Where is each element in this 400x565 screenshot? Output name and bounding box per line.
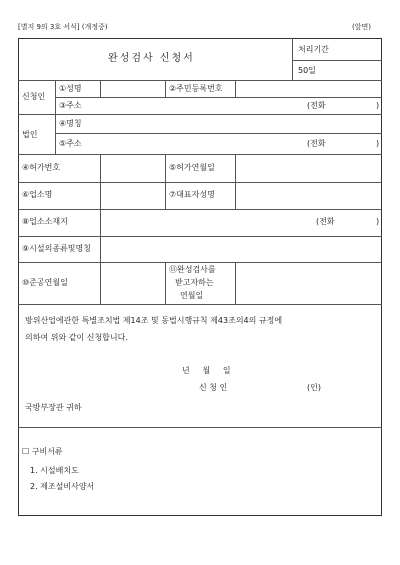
divider (18, 154, 382, 155)
side-label: (앞면) (352, 23, 371, 31)
seal-label: (인) (307, 383, 321, 392)
inspect-date-label-line3: 연월일 (180, 291, 204, 300)
applicant-name-label: ①성명 (59, 84, 82, 93)
facility-label: ⑨시설의종류및명칭 (22, 244, 91, 253)
divider (18, 236, 382, 237)
divider (165, 154, 166, 209)
inspect-date-label-line2: 받고자하는 (175, 278, 214, 287)
processing-label: 처리기간 (298, 45, 329, 54)
corporation-name-label: ④명칭 (59, 119, 82, 128)
document-item: 1. 시설배치도 (30, 466, 79, 475)
divider (18, 209, 382, 210)
form-id: [별지 9의 3호 서식] (개정중) (18, 23, 108, 31)
applicant-label: 신청인 (22, 92, 46, 101)
signer-label: 신 청 인 (199, 383, 228, 392)
divider (100, 80, 101, 97)
divider (292, 60, 382, 61)
divider (55, 133, 382, 134)
divider (100, 154, 101, 304)
applicant-phone-label: (전화 (307, 101, 326, 110)
location-phone-label: (전화 (316, 217, 335, 226)
documents-header: ☐ 구비서류 (22, 447, 63, 456)
divider (235, 154, 236, 209)
statement-line-2: 의하여 위와 같이 신청합니다. (25, 333, 128, 342)
representative-label: ⑦대표자성명 (169, 190, 215, 199)
corporation-close-paren: ) (376, 139, 380, 148)
divider (235, 262, 236, 304)
permit-date-label: ⑤허가연월일 (169, 163, 215, 172)
divider (18, 427, 382, 428)
divider (165, 80, 166, 97)
date-line: 년 월 일 (182, 366, 231, 375)
processing-value: 50일 (298, 66, 316, 75)
applicant-address-label: ③주소 (59, 101, 82, 110)
applicant-close-paren: ) (376, 101, 380, 110)
addressee: 국방부장관 귀하 (25, 403, 82, 412)
divider (18, 262, 382, 263)
divider (235, 80, 236, 97)
divider (18, 304, 382, 305)
divider (18, 80, 382, 81)
divider (18, 114, 382, 115)
location-close-paren: ) (376, 217, 380, 226)
divider (292, 38, 293, 80)
divider (55, 97, 382, 98)
applicant-reg-no-label: ②주민등록번호 (169, 84, 223, 93)
divider (18, 182, 382, 183)
inspect-date-label-line1: ⑪완성검사를 (169, 265, 216, 274)
corporation-label: 법인 (22, 130, 38, 139)
business-location-label: ⑧업소소재지 (22, 217, 68, 226)
corporation-address-label: ⑤주소 (59, 139, 82, 148)
form-title: 완성검사 신청서 (108, 53, 195, 64)
business-name-label: ⑥업소명 (22, 190, 53, 199)
corporation-phone-label: (전화 (307, 139, 326, 148)
completion-date-label: ⑩준공연월일 (22, 278, 68, 287)
permit-no-label: ④허가번호 (22, 163, 61, 172)
statement-line-1: 방위산업에관한 특별조치법 제14조 및 동법시행규칙 제43조의4의 규정에 (25, 316, 283, 325)
divider (165, 262, 166, 304)
divider (55, 80, 56, 154)
document-item: 2. 제조설비사양서 (30, 482, 95, 491)
